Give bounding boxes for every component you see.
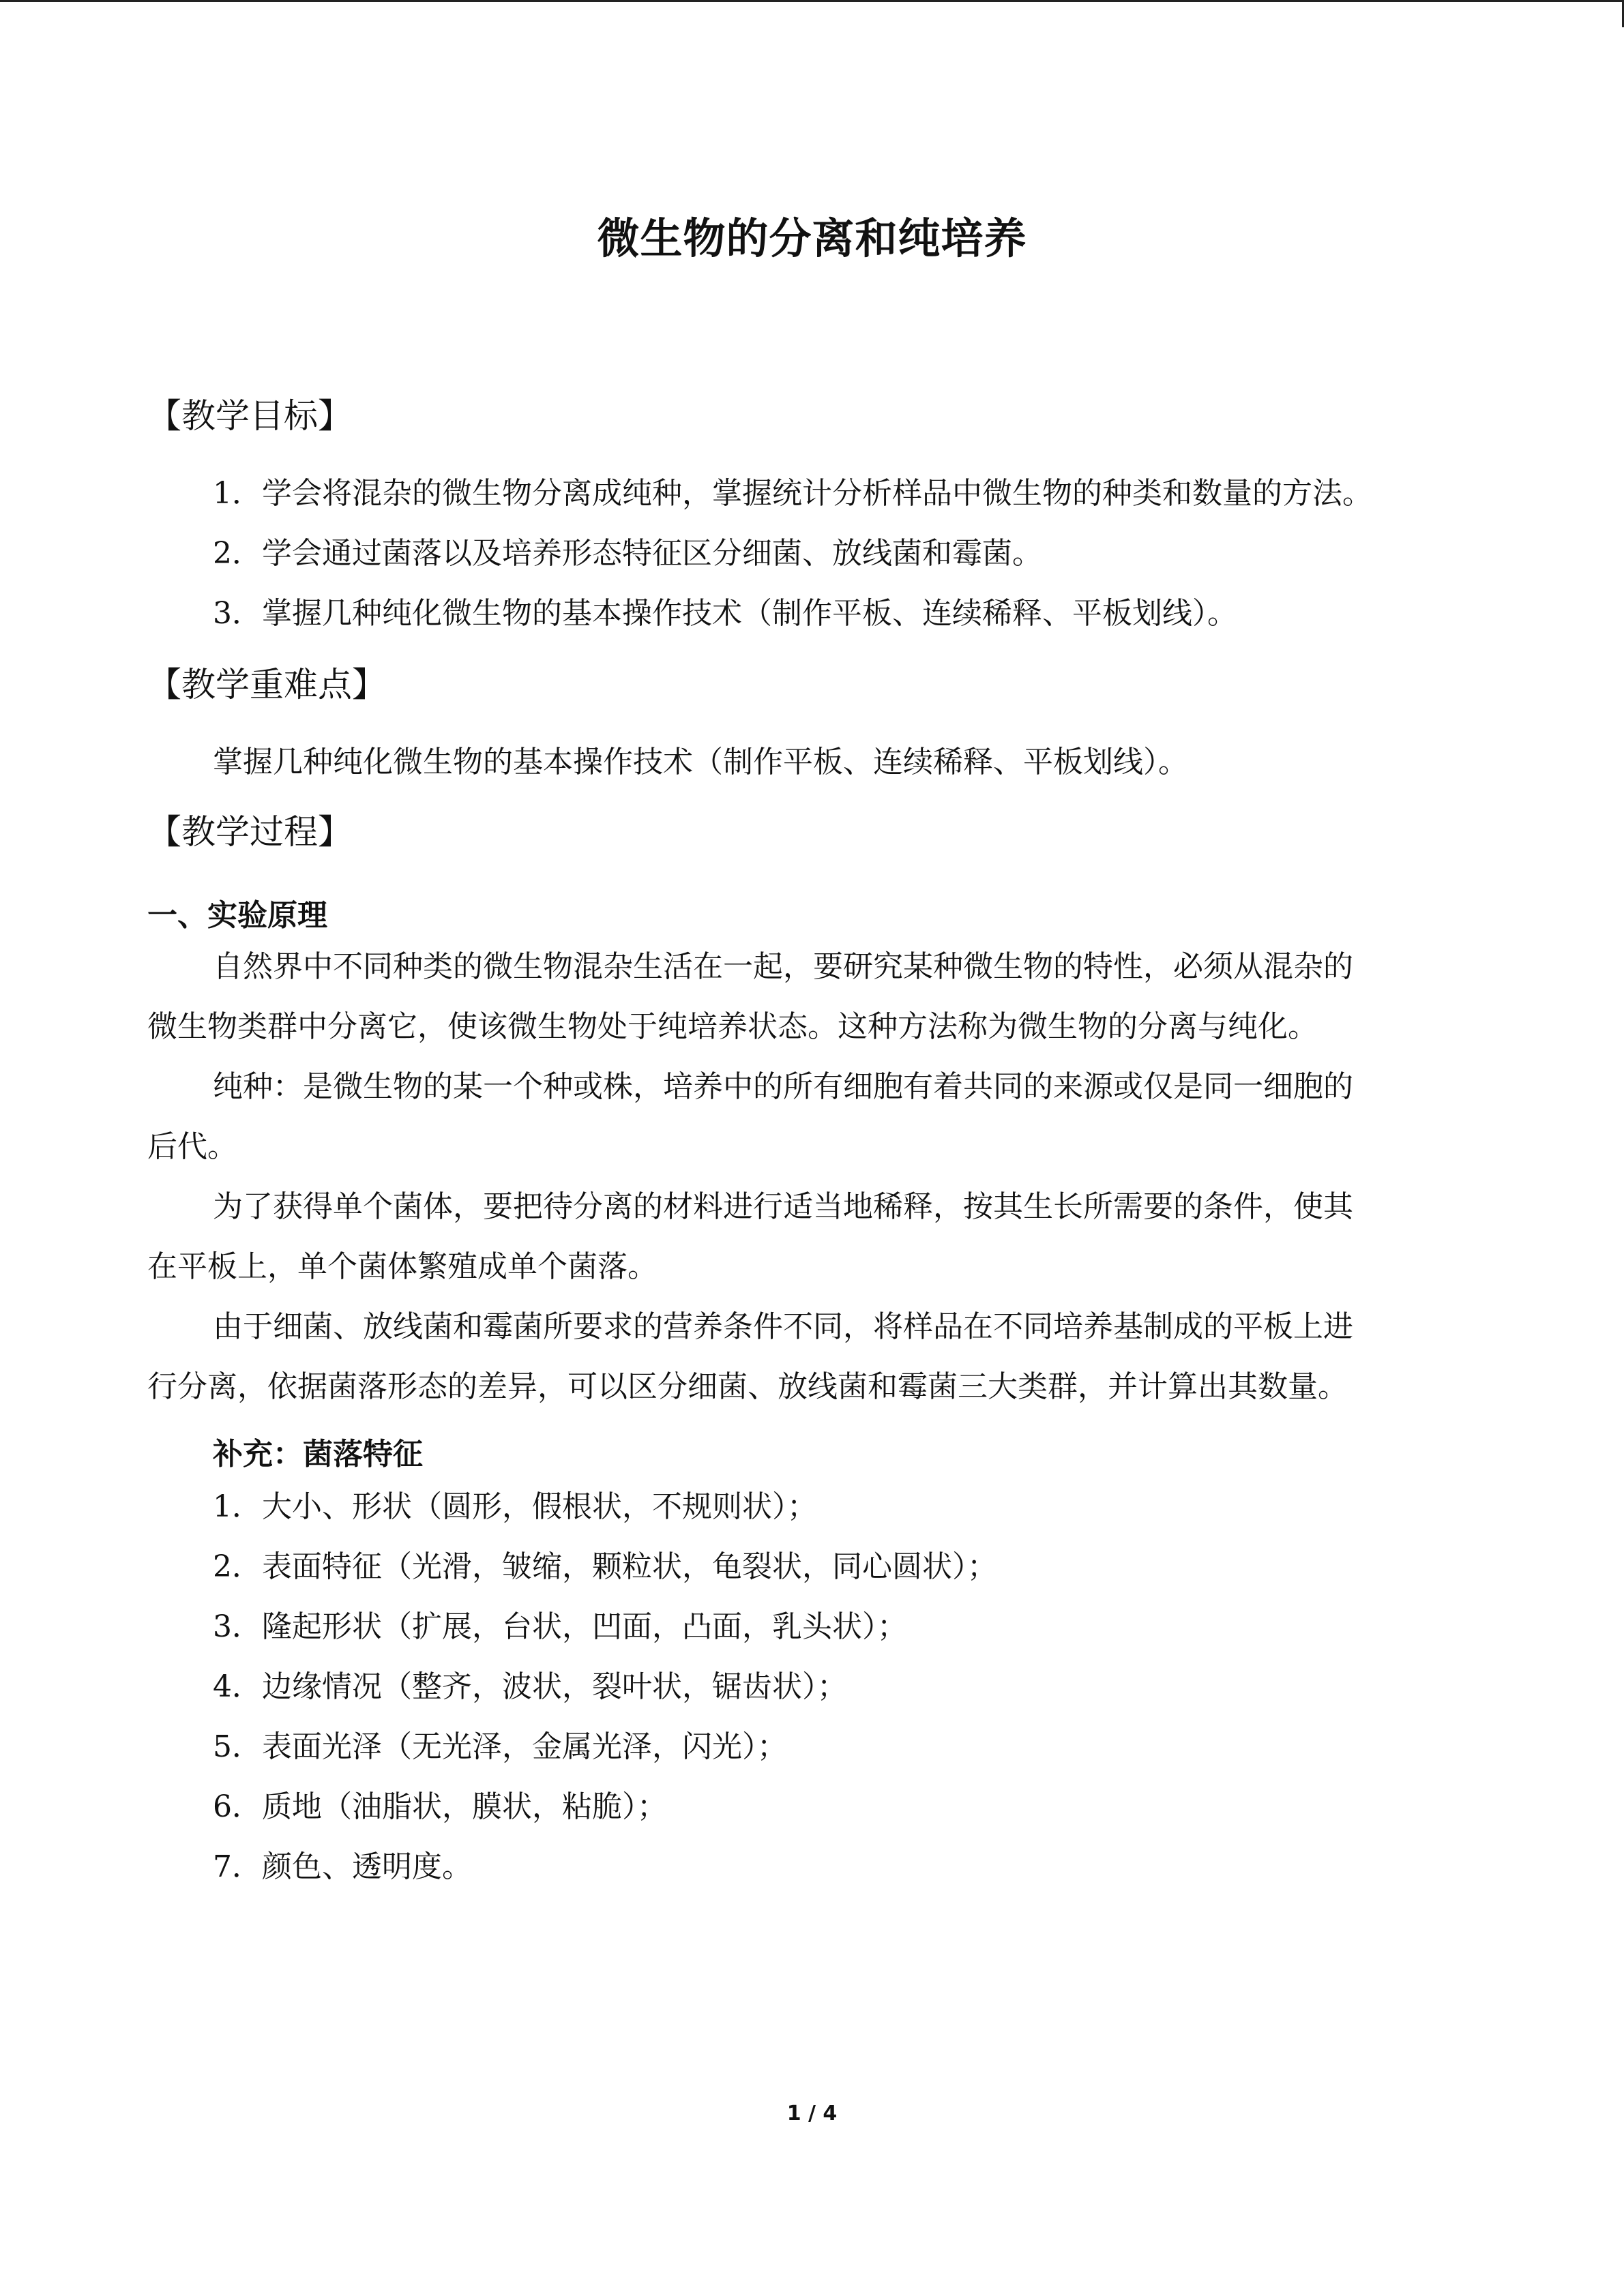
paragraph-1-line-2: 微生物类群中分离它，使该微生物处于纯培养状态。这种方法称为微生物的分离与纯化。 <box>147 1009 1318 1044</box>
paragraph-3-line-1: 为了获得单个菌体，要把待分离的材料进行适当地稀释，按其生长所需要的条件，使其 <box>213 1189 1353 1224</box>
key-points-text: 掌握几种纯化微生物的基本操作技术（制作平板、连续稀释、平板划线）。 <box>213 745 1188 779</box>
page-top-border <box>0 0 1624 2</box>
paragraph-1-line-1: 自然界中不同种类的微生物混杂生活在一起，要研究某种微生物的特性，必须从混杂的 <box>213 949 1353 984</box>
feature-item-5: 5．表面光泽（无光泽，金属光泽，闪光）； <box>213 1729 787 1764</box>
supplement-heading: 补充：菌落特征 <box>213 1437 423 1472</box>
objective-item-1: 1．学会将混杂的微生物分离成纯种，掌握统计分析样品中微生物的种类和数量的方法。 <box>213 476 1372 511</box>
document-title: 微生物的分离和纯培养 <box>597 213 1027 263</box>
page-number: 1 / 4 <box>786 2102 838 2126</box>
feature-item-6: 6．质地（油脂状，膜状，粘脆）； <box>213 1789 667 1824</box>
objective-item-3: 3．掌握几种纯化微生物的基本操作技术（制作平板、连续稀释、平板划线）。 <box>213 596 1237 631</box>
paragraph-4-line-1: 由于细菌、放线菌和霉菌所要求的营养条件不同，将样品在不同培养基制成的平板上进 <box>213 1309 1353 1344</box>
paragraph-2-line-2: 后代。 <box>147 1129 237 1164</box>
paragraph-3-line-2: 在平板上，单个菌体繁殖成单个菌落。 <box>147 1249 658 1284</box>
paragraph-4-line-2: 行分离，依据菌落形态的差异，可以区分细菌、放线菌和霉菌三大类群，并计算出其数量。 <box>147 1369 1348 1404</box>
feature-item-1: 1．大小、形状（圆形，假根状，不规则状）； <box>213 1489 817 1524</box>
process-heading: 【教学过程】 <box>147 812 352 852</box>
objectives-heading: 【教学目标】 <box>147 396 352 436</box>
paragraph-2-line-1: 纯种：是微生物的某一个种或株，培养中的所有细胞有着共同的来源或仅是同一细胞的 <box>213 1069 1353 1104</box>
feature-item-3: 3．隆起形状（扩展，台状，凹面，凸面，乳头状）； <box>213 1609 907 1644</box>
key-points-heading: 【教学重难点】 <box>147 665 386 704</box>
objective-item-2: 2．学会通过菌落以及培养形态特征区分细菌、放线菌和霉菌。 <box>213 536 1042 571</box>
feature-item-7: 7．颜色、透明度。 <box>213 1849 472 1884</box>
feature-item-2: 2．表面特征（光滑，皱缩，颗粒状，龟裂状，同心圆状）； <box>213 1549 997 1584</box>
feature-item-4: 4．边缘情况（整齐，波状，裂叶状，锯齿状）； <box>213 1669 847 1704</box>
principle-subheading: 一、实验原理 <box>147 898 327 933</box>
